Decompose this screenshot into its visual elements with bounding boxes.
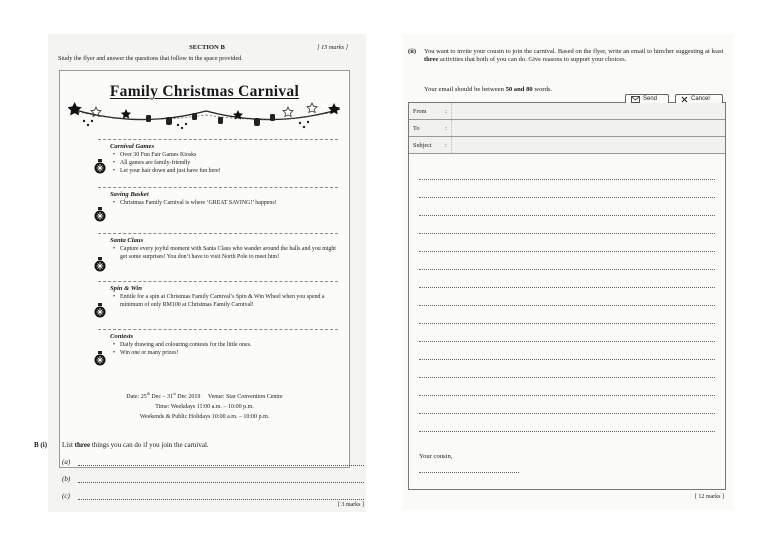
- writing-line: [419, 305, 715, 306]
- snowflake-ornament-icon: [94, 257, 106, 272]
- list-item: • Christmas Family Carnival is where ‘GREAT SAVING!’ happens!: [110, 199, 336, 207]
- word-limit-text: Your email should be between: [424, 86, 506, 93]
- section-title: Santa Claus: [110, 237, 144, 244]
- answer-label: (c): [62, 492, 70, 500]
- date-superscript: th: [146, 391, 150, 396]
- dotted-line: [78, 499, 364, 500]
- sign-off: Your cousin,: [419, 453, 453, 460]
- section-title: Carnival Games: [110, 143, 155, 150]
- to-input[interactable]: [451, 120, 725, 136]
- question-text: things you can do if you join the carnival.: [90, 441, 209, 449]
- signature-line: [419, 472, 519, 473]
- field-label: To: [413, 125, 420, 132]
- date-venue-line: [60, 389, 349, 403]
- section-instruction: Study the flyer and answer the questions that follow in the space provided.: [58, 55, 243, 62]
- email-form: [408, 96, 726, 490]
- section-divider: [98, 187, 338, 188]
- answer-label: (b): [62, 475, 71, 483]
- question-text: activities that both of you can do. Give reasons to support your choices.: [438, 56, 627, 64]
- weekend-hours: Weekends & Public Holidays 10:00 a.m. – 10:00 p.m.: [139, 413, 270, 420]
- flyer-section-saving-basket: [110, 191, 336, 207]
- snowflake-ornament-icon: [94, 159, 106, 174]
- email-subject-field[interactable]: [409, 137, 725, 154]
- list-item: • Win one or many prizes!: [110, 349, 336, 357]
- list-item: • Entitle for a spin at Christmas Family Carnival’s Spin & Win Wheel when you spend a minimum of only RM100 at Christmas Family Carnival!: [110, 293, 336, 309]
- writing-line: [419, 269, 715, 270]
- writing-line: [419, 215, 715, 216]
- field-colon: :: [445, 125, 447, 132]
- send-label: Send: [643, 96, 658, 102]
- section-divider: [98, 233, 338, 234]
- garland-decoration: [68, 97, 344, 131]
- field-label: Subject: [413, 142, 432, 149]
- list-item: • All games are family-friendly: [110, 159, 336, 167]
- dotted-line: [78, 465, 364, 466]
- word-limit-range: 50 and 80: [505, 86, 533, 93]
- date-text: Dec 2019: [175, 394, 201, 400]
- dotted-line: [78, 482, 364, 483]
- section-heading: SECTION B: [189, 44, 225, 51]
- section-title: Contests: [110, 333, 134, 340]
- email-to-field[interactable]: [409, 120, 725, 137]
- word-limit: [424, 86, 552, 93]
- snowflake-ornament-icon: [94, 303, 106, 318]
- cancel-label: Cancel: [691, 96, 710, 102]
- date-text: Dec – 31: [149, 394, 174, 400]
- subject-input[interactable]: [451, 137, 725, 153]
- field-colon: :: [445, 142, 447, 149]
- carnival-flyer: [59, 70, 350, 468]
- date-superscript: st: [173, 391, 176, 396]
- question-ii-text: [424, 48, 730, 65]
- section-divider: [98, 329, 338, 330]
- writing-line: [419, 233, 715, 234]
- list-item: • Let your hair down and just have fun here!: [110, 167, 336, 175]
- flyer-title: Family Christmas Carnival: [109, 83, 300, 100]
- list-item: • Daily drawing and colouring contests for the little ones.: [110, 341, 336, 349]
- flyer-footer: [60, 389, 349, 422]
- section-divider: [98, 139, 338, 140]
- writing-line: [419, 413, 715, 414]
- writing-line: [419, 395, 715, 396]
- email-from-field[interactable]: [409, 103, 725, 120]
- answer-line-a[interactable]: [62, 458, 364, 466]
- question-ii-marks: [ 12 marks ]: [694, 494, 724, 500]
- writing-line: [419, 431, 715, 432]
- snowflake-ornament-icon: [94, 207, 106, 222]
- question-b-label: B (i): [34, 441, 48, 449]
- cross-icon: [681, 96, 688, 103]
- section-marks: [ 15 marks ]: [317, 44, 348, 51]
- answer-line-b[interactable]: [62, 475, 364, 483]
- section-title: Spin & Win: [110, 285, 142, 292]
- question-emphasis: three: [74, 441, 91, 449]
- question-ii-label: (ii): [408, 48, 417, 55]
- question-text: List: [62, 441, 75, 449]
- list-item: • Capture every joyful moment with Santa Claus who wander around the halls and you might get some surprises! You don’t have to visit North Pole to meet him!: [110, 245, 336, 261]
- venue-text: Venue: Star Convention Centre: [207, 394, 283, 400]
- writing-line: [419, 341, 715, 342]
- answer-label: (a): [62, 458, 71, 466]
- field-label: From: [413, 108, 427, 115]
- flyer-section-contests: [110, 333, 336, 357]
- section-title: Saving Basket: [110, 191, 149, 198]
- writing-line: [419, 323, 715, 324]
- writing-line: [419, 251, 715, 252]
- answer-line-c[interactable]: [62, 492, 364, 500]
- writing-line: [419, 179, 715, 180]
- weekday-hours: Time: Weekdays 11:00 a.m. – 10:00 p.m.: [155, 403, 254, 410]
- date-text: Date: 25: [126, 394, 147, 400]
- question-b-text: [62, 441, 209, 449]
- email-body[interactable]: [409, 157, 725, 491]
- right-page: [402, 34, 734, 510]
- field-colon: :: [445, 108, 447, 115]
- list-item: • Over 30 Fun Fair Games Kiosks: [110, 151, 336, 159]
- question-emphasis: three: [424, 56, 439, 64]
- section-divider: [98, 281, 338, 282]
- envelope-icon: [631, 96, 640, 103]
- writing-line: [419, 359, 715, 360]
- word-limit-text: words.: [532, 86, 553, 93]
- writing-line: [419, 377, 715, 378]
- from-input[interactable]: [451, 103, 725, 119]
- flyer-section-carnival-games: [110, 143, 336, 176]
- writing-line: [419, 197, 715, 198]
- left-page: [34, 34, 366, 512]
- flyer-section-spin-win: [110, 285, 336, 309]
- question-text: You want to invite your cousin to join the carnival. Based on the flyer, write an email to him/her suggesting at least: [424, 48, 724, 55]
- writing-line: [419, 287, 715, 288]
- bauble-icon: [83, 113, 309, 129]
- snowflake-ornament-icon: [94, 351, 106, 366]
- flyer-section-santa-claus: [110, 237, 336, 261]
- question-b-marks: [ 3 marks ]: [337, 502, 364, 508]
